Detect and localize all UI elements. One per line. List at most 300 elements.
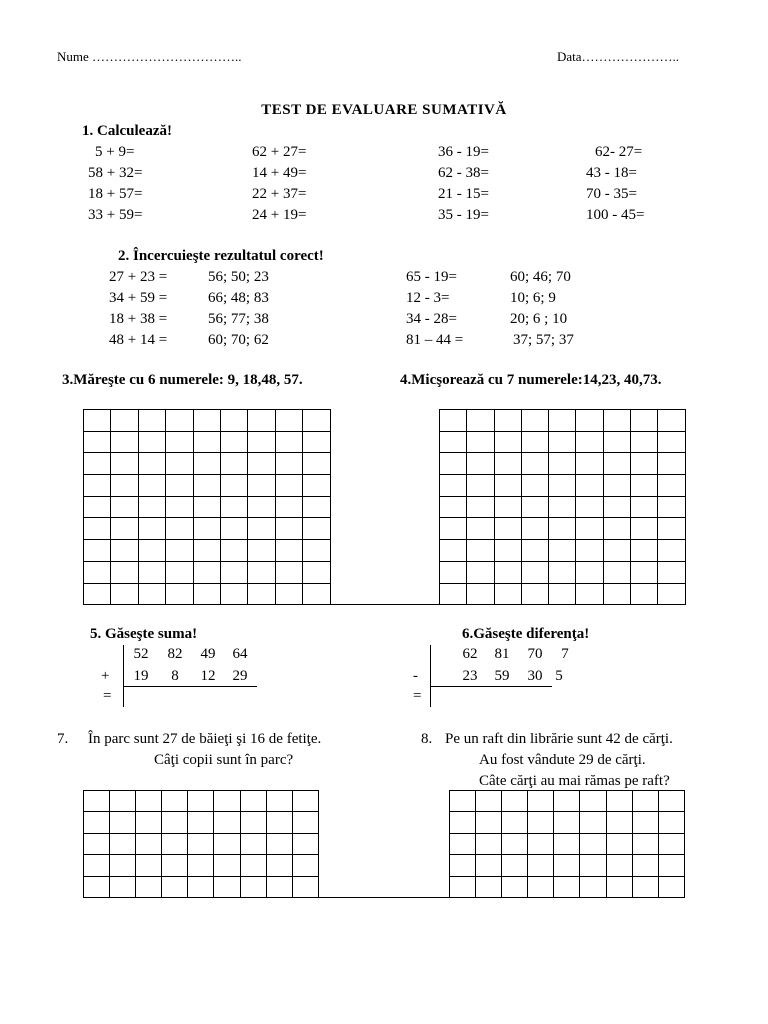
grid-cell[interactable] [450,791,476,812]
grid-cell[interactable] [576,475,603,497]
grid-cell[interactable] [139,497,166,519]
grid-cell[interactable] [440,497,467,519]
grid-cell[interactable] [549,432,576,454]
grid-cell[interactable] [194,497,221,519]
ex7-question-line: Câţi copii sunt în parc? [154,752,294,768]
ex8-problem-line-2: Au fost vândute 29 de cărţi. [479,752,646,768]
grid-cell[interactable] [659,877,685,898]
grid-cell[interactable] [84,812,110,833]
grid-cell[interactable] [194,540,221,562]
grid-cell[interactable] [495,540,522,562]
grid-cell[interactable] [194,475,221,497]
grid-cell[interactable] [139,453,166,475]
ex6-top-value: 81 [494,646,510,662]
grid-cell[interactable] [502,834,528,855]
grid-cell[interactable] [276,432,303,454]
grid-cell[interactable] [293,791,319,812]
grid-cell[interactable] [214,877,240,898]
grid-cell[interactable] [248,410,275,432]
grid-cell[interactable] [549,410,576,432]
grid-cell[interactable] [633,877,659,898]
grid-cell[interactable] [276,453,303,475]
grid-cell[interactable] [604,584,631,606]
ex6-minus-sign: - [413,668,418,684]
grid-cell[interactable] [84,497,111,519]
grid-cell[interactable] [658,497,685,519]
grid-cell[interactable] [84,410,111,432]
grid-cell[interactable] [658,432,685,454]
grid-cell[interactable] [631,584,658,606]
grid-cell[interactable] [111,432,138,454]
grid-cell[interactable] [303,540,330,562]
grid-cell[interactable] [631,518,658,540]
ex1-exercise: 62- 27= [595,144,643,160]
grid-cell[interactable] [221,562,248,584]
grid-cell[interactable] [111,562,138,584]
grid-cell[interactable] [84,855,110,876]
grid-cell[interactable] [188,834,214,855]
ex5-bottom-row [124,668,256,685]
grid-cell[interactable] [162,791,188,812]
grid-cell[interactable] [659,791,685,812]
grid-cell[interactable] [139,410,166,432]
grid-cell[interactable] [633,791,659,812]
grid-cell[interactable] [658,518,685,540]
grid-cell[interactable] [241,791,267,812]
grid-cell[interactable] [658,540,685,562]
grid-cell[interactable] [303,453,330,475]
grid-cell[interactable] [194,410,221,432]
grid-cell[interactable] [502,791,528,812]
grid-cell[interactable] [576,540,603,562]
grid-cell[interactable] [276,475,303,497]
grid-cell[interactable] [84,834,110,855]
grid-cell[interactable] [162,812,188,833]
grid-cell[interactable] [554,834,580,855]
grid-cell[interactable] [476,855,502,876]
ex2-choices[interactable]: 66; 48; 83 [208,290,269,306]
grid-cell[interactable] [139,518,166,540]
grid-cell[interactable] [522,453,549,475]
ex2-expression: 18 + 38 = [109,311,168,327]
grid-cell[interactable] [576,432,603,454]
grid-cell[interactable] [659,855,685,876]
grid-cell[interactable] [522,410,549,432]
grid-cell[interactable] [495,475,522,497]
grid-cell[interactable] [214,834,240,855]
ex3-answer-grid[interactable] [83,409,331,605]
grid-cell[interactable] [604,562,631,584]
grid-cell[interactable] [495,518,522,540]
grid-cell[interactable] [267,812,293,833]
grid-cell[interactable] [522,497,549,519]
grid-cell[interactable] [303,562,330,584]
grid-connector-line [330,604,440,605]
grid-cell[interactable] [139,540,166,562]
grid-cell[interactable] [607,834,633,855]
grid-cell[interactable] [111,453,138,475]
grid-cell[interactable] [495,497,522,519]
grid-cell[interactable] [576,562,603,584]
grid-cell[interactable] [554,877,580,898]
grid-cell[interactable] [495,410,522,432]
grid-cell[interactable] [607,855,633,876]
grid-cell[interactable] [248,475,275,497]
grid-cell[interactable] [221,410,248,432]
grid-cell[interactable] [580,834,606,855]
grid-cell[interactable] [549,584,576,606]
grid-cell[interactable] [136,855,162,876]
grid-cell[interactable] [522,432,549,454]
grid-cell[interactable] [248,562,275,584]
grid-cell[interactable] [549,518,576,540]
grid-cell[interactable] [549,453,576,475]
grid-cell[interactable] [303,432,330,454]
grid-cell[interactable] [440,562,467,584]
ex4-heading: 4.Micşorează cu 7 numerele:14,23, 40,73. [400,372,662,388]
ex1-exercise: 62 + 27= [252,144,307,160]
grid-cell[interactable] [188,855,214,876]
grid-cell[interactable] [166,540,193,562]
grid-cell[interactable] [522,584,549,606]
ex1-exercise: 22 + 37= [252,186,307,202]
grid-cell[interactable] [528,877,554,898]
grid-cell[interactable] [440,518,467,540]
grid-cell[interactable] [522,562,549,584]
grid-cell[interactable] [467,540,494,562]
ex2-choices[interactable]: 56; 50; 23 [208,269,269,285]
ex8-answer-grid[interactable] [449,790,685,898]
grid-cell[interactable] [476,791,502,812]
ex1-exercise: 43 - 18= [586,165,637,181]
ex2-choices[interactable]: 20; 6 ; 10 [510,311,568,327]
grid-cell[interactable] [162,877,188,898]
grid-cell[interactable] [84,540,111,562]
grid-cell[interactable] [166,432,193,454]
grid-cell[interactable] [631,540,658,562]
grid-cell[interactable] [659,834,685,855]
grid-cell[interactable] [110,812,136,833]
grid-cell[interactable] [276,410,303,432]
grid-cell[interactable] [84,562,111,584]
grid-cell[interactable] [576,497,603,519]
grid-cell[interactable] [522,475,549,497]
grid-cell[interactable] [580,877,606,898]
grid-cell[interactable] [502,877,528,898]
grid-cell[interactable] [194,518,221,540]
grid-cell[interactable] [495,453,522,475]
grid-cell[interactable] [241,812,267,833]
grid-cell[interactable] [166,497,193,519]
grid-cell[interactable] [476,812,502,833]
grid-cell[interactable] [633,834,659,855]
ex2-choices[interactable]: 60; 70; 62 [208,332,269,348]
grid-cell[interactable] [111,518,138,540]
grid-cell[interactable] [450,877,476,898]
grid-cell[interactable] [303,497,330,519]
grid-cell[interactable] [554,791,580,812]
grid-cell[interactable] [467,497,494,519]
ex2-choices[interactable]: 60; 46; 70 [510,269,571,285]
grid-cell[interactable] [607,812,633,833]
grid-cell[interactable] [495,432,522,454]
grid-cell[interactable] [528,812,554,833]
grid-cell[interactable] [467,453,494,475]
grid-cell[interactable] [631,453,658,475]
grid-cell[interactable] [221,518,248,540]
grid-cell[interactable] [110,834,136,855]
grid-cell[interactable] [528,855,554,876]
ex1-exercise: 5 + 9= [95,144,135,160]
grid-cell[interactable] [221,453,248,475]
ex2-expression: 12 - 3= [406,290,450,306]
grid-cell[interactable] [248,497,275,519]
grid-cell[interactable] [549,497,576,519]
grid-cell[interactable] [248,540,275,562]
grid-cell[interactable] [84,518,111,540]
grid-cell[interactable] [450,834,476,855]
ex1-exercise: 100 - 45= [586,207,645,223]
ex7-problem-line: În parc sunt 27 de băieţi şi 16 de fetiţe. [88,731,322,747]
grid-cell[interactable] [194,562,221,584]
grid-cell[interactable] [631,475,658,497]
grid-cell[interactable] [467,432,494,454]
grid-cell[interactable] [248,453,275,475]
grid-cell[interactable] [440,540,467,562]
page-title: TEST DE EVALUARE SUMATIVĂ [261,102,507,118]
grid-cell[interactable] [580,791,606,812]
grid-cell[interactable] [276,540,303,562]
grid-cell[interactable] [241,834,267,855]
grid-cell[interactable] [467,584,494,606]
grid-cell[interactable] [467,562,494,584]
grid-cell[interactable] [467,475,494,497]
grid-cell[interactable] [440,453,467,475]
grid-cell[interactable] [166,584,193,606]
grid-cell[interactable] [303,410,330,432]
grid-cell[interactable] [276,584,303,606]
ex2-expression: 34 - 28= [406,311,457,327]
grid-cell[interactable] [84,453,111,475]
grid-cell[interactable] [221,497,248,519]
grid-cell[interactable] [139,432,166,454]
grid-cell[interactable] [136,791,162,812]
grid-cell[interactable] [604,497,631,519]
grid-cell[interactable] [440,584,467,606]
grid-cell[interactable] [440,432,467,454]
grid-cell[interactable] [576,453,603,475]
grid-cell[interactable] [604,518,631,540]
ex1-exercise: 24 + 19= [252,207,307,223]
grid-cell[interactable] [84,432,111,454]
grid-cell[interactable] [267,877,293,898]
grid-cell[interactable] [166,562,193,584]
grid-cell[interactable] [495,584,522,606]
grid-cell[interactable] [633,812,659,833]
grid-cell[interactable] [604,432,631,454]
grid-cell[interactable] [580,812,606,833]
grid-cell[interactable] [139,562,166,584]
grid-cell[interactable] [604,410,631,432]
ex5-sum-line [123,686,257,687]
grid-cell[interactable] [528,834,554,855]
grid-cell[interactable] [633,855,659,876]
grid-cell[interactable] [549,540,576,562]
ex5-top-value: 52 [133,646,149,662]
grid-cell[interactable] [467,518,494,540]
grid-cell[interactable] [84,791,110,812]
grid-cell[interactable] [194,584,221,606]
ex5-bottom-value: 29 [232,668,248,684]
grid-cell[interactable] [248,584,275,606]
grid-cell[interactable] [84,877,110,898]
ex2-choices[interactable]: 56; 77; 38 [208,311,269,327]
grid-cell[interactable] [111,410,138,432]
grid-cell[interactable] [631,497,658,519]
ex2-expression: 48 + 14 = [109,332,168,348]
grid-cell[interactable] [502,855,528,876]
grid-cell[interactable] [631,562,658,584]
grid-cell[interactable] [136,834,162,855]
grid-cell[interactable] [139,475,166,497]
grid-cell[interactable] [214,812,240,833]
grid-cell[interactable] [110,791,136,812]
grid-cell[interactable] [267,791,293,812]
grid-cell[interactable] [303,518,330,540]
grid-cell[interactable] [188,877,214,898]
grid-cell[interactable] [111,584,138,606]
grid-cell[interactable] [110,855,136,876]
ex8-question-line: Câte cărţi au mai rămas pe raft? [479,773,670,789]
grid-cell[interactable] [303,475,330,497]
grid-cell[interactable] [166,475,193,497]
grid-cell[interactable] [136,877,162,898]
grid-cell[interactable] [111,475,138,497]
grid-cell[interactable] [221,475,248,497]
grid-cell[interactable] [221,540,248,562]
grid-cell[interactable] [576,410,603,432]
ex5-plus-sign: + [101,668,110,684]
ex1-exercise: 58 + 32= [88,165,143,181]
grid-cell[interactable] [194,432,221,454]
ex2-choices[interactable]: 10; 6; 9 [510,290,556,306]
ex1-exercise: 70 - 35= [586,186,637,202]
grid-cell[interactable] [241,855,267,876]
grid-cell[interactable] [440,410,467,432]
grid-cell[interactable] [110,877,136,898]
grid-cell[interactable] [658,475,685,497]
grid-cell[interactable] [658,453,685,475]
grid-cell[interactable] [549,475,576,497]
grid-cell[interactable] [522,518,549,540]
grid-cell[interactable] [450,855,476,876]
ex5-top-value: 82 [167,646,183,662]
grid-cell[interactable] [476,877,502,898]
ex8-problem-line: Pe un raft din librărie sunt 42 de cărţi. [445,731,673,747]
grid-cell[interactable] [166,410,193,432]
grid-cell[interactable] [554,855,580,876]
grid-cell[interactable] [293,834,319,855]
grid-cell[interactable] [136,812,162,833]
grid-cell[interactable] [221,584,248,606]
grid-cell[interactable] [166,518,193,540]
grid-cell[interactable] [84,584,111,606]
grid-cell[interactable] [162,855,188,876]
grid-cell[interactable] [188,791,214,812]
grid-cell[interactable] [450,812,476,833]
grid-cell[interactable] [139,584,166,606]
grid-cell[interactable] [293,877,319,898]
grid-cell[interactable] [214,791,240,812]
grid-cell[interactable] [276,497,303,519]
grid-cell[interactable] [248,432,275,454]
ex1-exercise: 21 - 15= [438,186,489,202]
ex1-exercise: 62 - 38= [438,165,489,181]
grid-cell[interactable] [166,453,193,475]
grid-cell[interactable] [476,834,502,855]
ex7-answer-grid[interactable] [83,790,319,898]
grid-cell[interactable] [248,518,275,540]
grid-cell[interactable] [631,410,658,432]
grid-cell[interactable] [440,475,467,497]
ex6-bottom-value: 23 [462,668,478,684]
grid-cell[interactable] [607,877,633,898]
ex1-heading: 1. Calculează! [82,123,172,139]
grid-cell[interactable] [549,562,576,584]
grid-cell[interactable] [659,812,685,833]
grid-cell[interactable] [267,834,293,855]
grid-cell[interactable] [522,540,549,562]
grid-cell[interactable] [604,475,631,497]
ex6-bottom-row [455,668,567,685]
grid-cell[interactable] [658,584,685,606]
grid-cell[interactable] [495,562,522,584]
grid-cell[interactable] [467,410,494,432]
grid-cell[interactable] [194,453,221,475]
ex4-answer-grid[interactable] [439,409,686,605]
grid-cell[interactable] [111,497,138,519]
grid-cell[interactable] [276,562,303,584]
grid-cell[interactable] [214,855,240,876]
grid-cell[interactable] [658,410,685,432]
grid-cell[interactable] [607,791,633,812]
grid-cell[interactable] [631,432,658,454]
grid-cell[interactable] [604,453,631,475]
grid-cell[interactable] [84,475,111,497]
grid-cell[interactable] [528,791,554,812]
grid-cell[interactable] [276,518,303,540]
grid-cell[interactable] [111,540,138,562]
ex3-heading: 3.Măreşte cu 6 numerele: 9, 18,48, 57. [62,372,303,388]
grid-cell[interactable] [580,855,606,876]
grid-cell[interactable] [502,812,528,833]
grid-cell[interactable] [162,834,188,855]
grid-cell[interactable] [658,562,685,584]
grid-cell[interactable] [576,518,603,540]
grid-cell[interactable] [604,540,631,562]
grid-cell[interactable] [188,812,214,833]
grid-cell[interactable] [293,855,319,876]
grid-cell[interactable] [241,877,267,898]
grid-cell[interactable] [221,432,248,454]
grid-cell[interactable] [554,812,580,833]
ex2-choices[interactable]: 37; 57; 37 [513,332,574,348]
grid-cell[interactable] [293,812,319,833]
grid-cell[interactable] [267,855,293,876]
grid-cell[interactable] [303,584,330,606]
grid-cell[interactable] [576,584,603,606]
name-field-label: Nume …………………………….. [57,49,242,64]
